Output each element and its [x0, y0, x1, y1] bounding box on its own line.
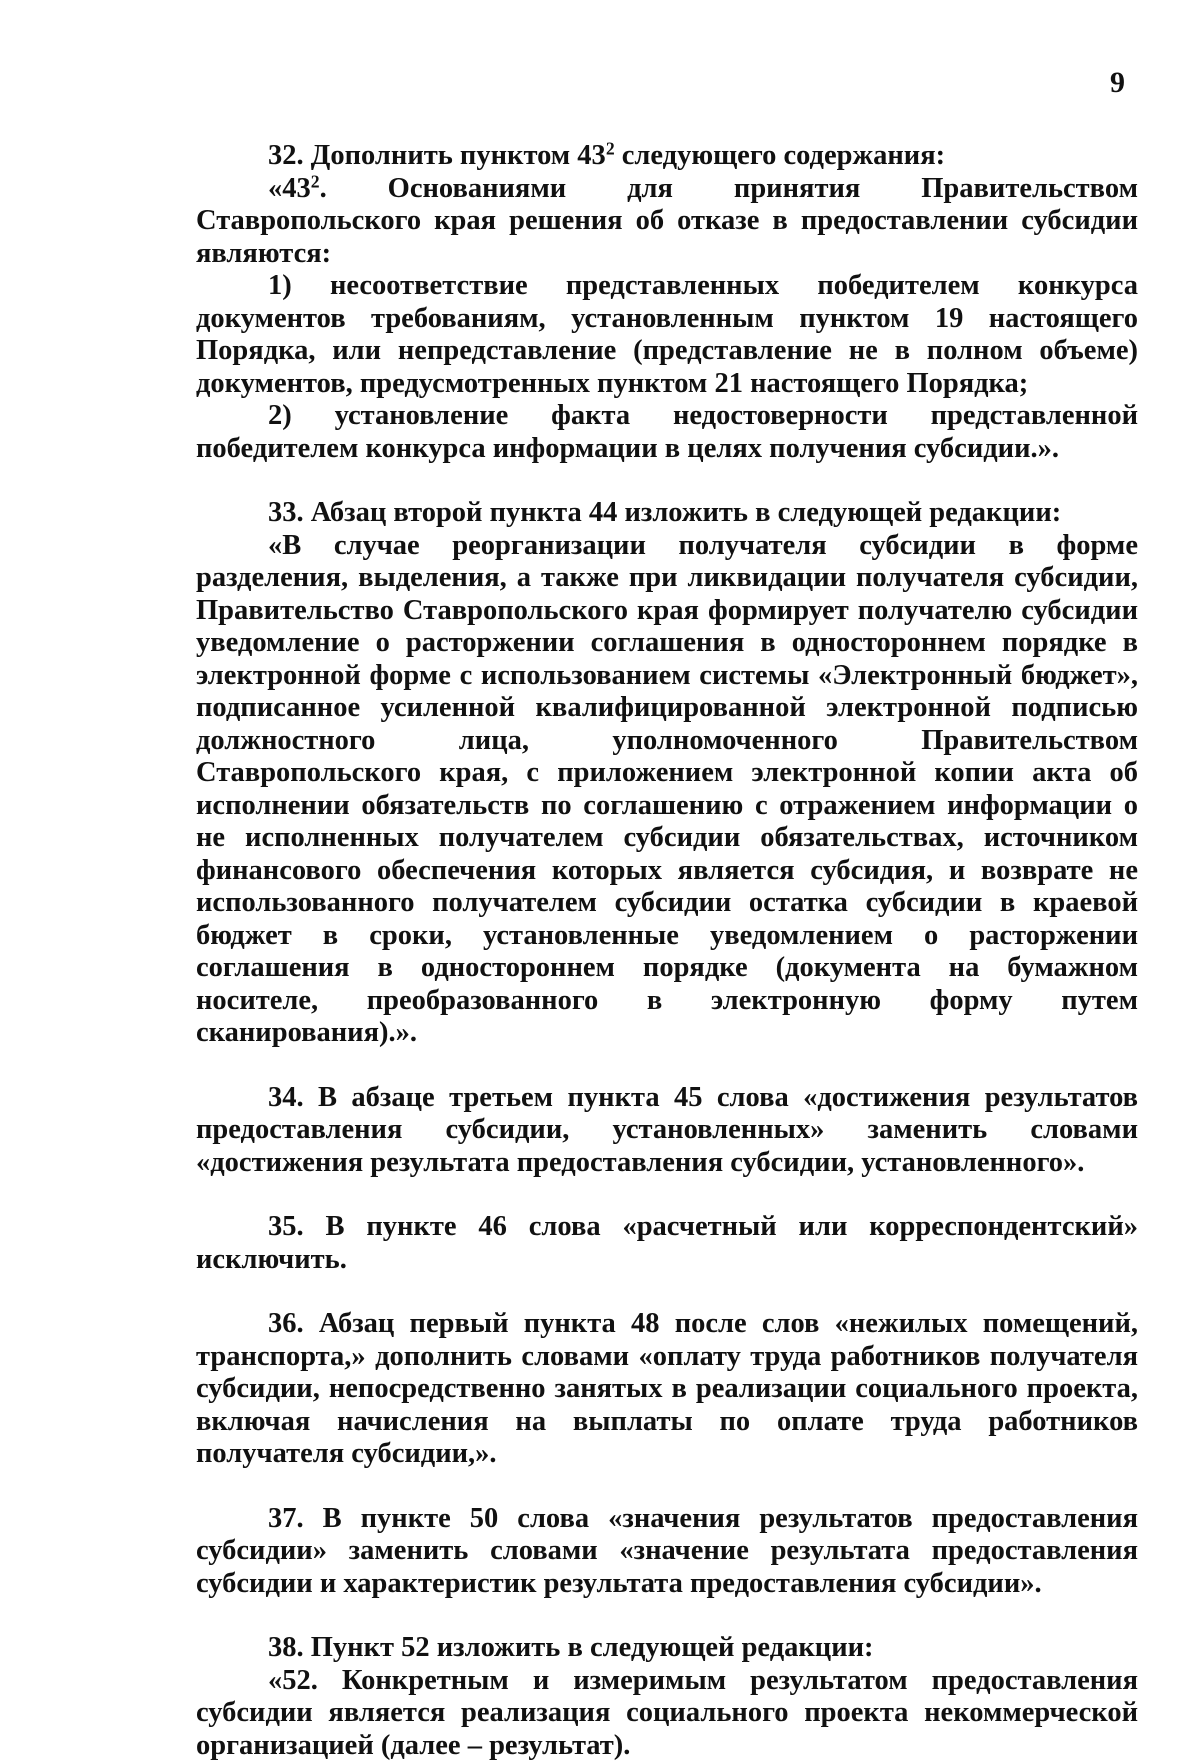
item-36-paragraph: 36. Абзац первый пункта 48 после слов «нежилых помещений, транспорта,» дополнить словами «оплату труда работников получателя субсидии, непосредственно занятых в реализации социального проекта, включая начисления на выплаты по оплате труда работников получателя субсидии,».: [196, 1308, 1138, 1471]
item-37-paragraph: 37. В пункте 50 слова «значения результатов предоставления субсидии» заменить словами «значение результата предоставления субсидии и характеристик результата предоставления субсидии».: [196, 1503, 1138, 1601]
item-33-heading: 33. Абзац второй пункта 44 изложить в следующей редакции:: [196, 497, 1138, 530]
item-32-subitem-1: 1) несоответствие представленных победителем конкурса документов требованиям, установленным пунктом 19 настоящего Порядка, или непредставление (представление не в полном объеме) документов, предусмотренных пунктом 21 настоящего Порядка;: [196, 270, 1138, 400]
item-35-paragraph: 35. В пункте 46 слова «расчетный или корреспондентский» исключить.: [196, 1211, 1138, 1276]
item-34-paragraph: 34. В абзаце третьем пункта 45 слова «достижения результатов предоставления субсидии, установленных» заменить словами «достижения результата предоставления субсидии, установленного».: [196, 1082, 1138, 1180]
item-38-quote: «52. Конкретным и измеримым результатом предоставления субсидии является реализация социального проекта некоммерческой организацией (далее – результат).: [196, 1665, 1138, 1762]
item-32-subitem-2: 2) установление факта недостоверности представленной победителем конкурса информации в целях получения субсидии.».: [196, 400, 1138, 465]
item-38-heading: 38. Пункт 52 изложить в следующей редакции:: [196, 1632, 1138, 1665]
item-32-quote-superscript: 2: [311, 171, 320, 191]
document-body: [196, 140, 1138, 1762]
item-33-quote: «В случае реорганизации получателя субсидии в форме разделения, выделения, а также при ликвидации получателя субсидии, Правительство Ставропольского края формирует получателю субсидии уведомление о расторжении соглашения в одностороннем порядке в электронной форме с использованием системы «Электронный бюджет», подписанное усиленной квалифицированной электронной подписью должностного лица, уполномоченного Правительством Ставропольского края, с приложением электронной копии акта об исполнении обязательств по соглашению с отражением информации о не исполненных получателем субсидии обязательствах, источником финансового обеспечения которых является субсидия, и возврате не использованного получателем субсидии остатка субсидии в краевой бюджет в сроки, установленные уведомлением о расторжении соглашения в одностороннем порядке (документа на бумажном носителе, преобразованного в электронную форму путем сканирования).».: [196, 530, 1138, 1050]
item-32-heading: [196, 140, 1138, 173]
item-32-heading-superscript: 2: [606, 138, 615, 158]
item-32-quote: [196, 173, 1138, 271]
item-32-quote-text: . Основаниями для принятия Правительством Ставропольского края решения об отказе в предоставлении субсидии являются:: [196, 173, 1138, 269]
item-32-heading-text-end: следующего содержания:: [615, 140, 945, 171]
item-32-heading-text: 32. Дополнить пунктом 43: [268, 140, 606, 171]
page-number: 9: [1110, 66, 1125, 100]
item-32-quote-start: «43: [268, 173, 311, 204]
